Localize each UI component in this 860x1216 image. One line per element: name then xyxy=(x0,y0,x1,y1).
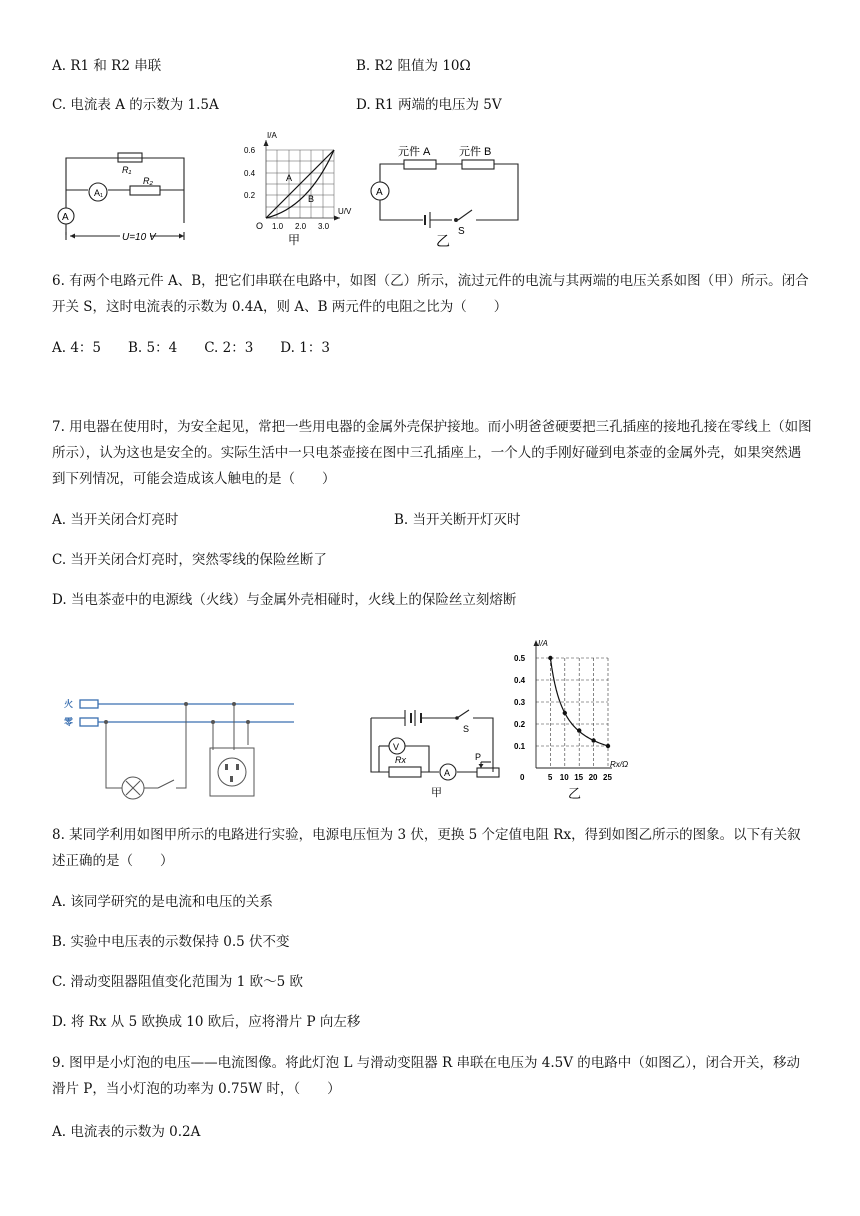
q5-option-c: C. 电流表 A 的示数为 1.5A xyxy=(52,97,219,113)
x-tick-label: 20 xyxy=(588,773,598,782)
data-point xyxy=(591,738,595,742)
x-tick-label: 5 xyxy=(547,773,553,782)
chart-y-axis-label: I/A xyxy=(538,639,548,648)
q8-stem: 8. 某同学利用如图甲所示的电路进行实验，电源电压恒为 3 伏，更换 5 个定值电阻 Rx，得到如图乙所示的图象。以下有关叙述正确的是（ ） xyxy=(52,827,801,869)
r2-label: R₂ xyxy=(143,176,153,186)
neutral-wire-label: 零 xyxy=(64,717,74,727)
x-tick-label: 15 xyxy=(574,773,584,782)
q5-series-circuit-figure xyxy=(368,140,523,250)
component-a-label: 元件 A xyxy=(398,146,431,158)
y-tick-label: 0.2 xyxy=(514,720,526,729)
figure-caption-yi-q8: 乙 xyxy=(568,786,582,801)
slider-label: P xyxy=(475,752,482,762)
data-point xyxy=(563,711,567,715)
data-point xyxy=(577,728,581,732)
curve-a-label: A xyxy=(286,173,293,183)
x-tick-2: 3.0 xyxy=(318,222,330,231)
q9-option-a: A. 电流表的示数为 0.2A xyxy=(52,1124,201,1140)
q5-option-d: D. R1 两端的电压为 5V xyxy=(356,97,502,113)
y-tick-2: 0.2 xyxy=(244,191,256,200)
y-axis-label: I/A xyxy=(267,131,277,140)
y-tick-label: 0.3 xyxy=(514,698,526,707)
q6-stem: 6. 有两个电路元件 A、B，把它们串联在电路中，如图（乙）所示，流过元件的电流与其两端的电压关系如图（甲）所示。闭合开关 S，这时电流表的示数为 0.4A，则 A、B 两元件的电阻之比为（ ） xyxy=(52,273,809,315)
q5-parallel-circuit-figure xyxy=(50,140,190,245)
figure-caption-yi: 乙 xyxy=(436,233,450,249)
ammeter-a1-label: A₁ xyxy=(94,188,104,198)
q8-option-d: D. 将 Rx 从 5 欧换成 10 欧后，应将滑片 P 向左移 xyxy=(52,1014,361,1030)
q7-option-c: C. 当开关闭合灯亮时，突然零线的保险丝断了 xyxy=(52,552,327,568)
x-tick-1: 2.0 xyxy=(295,222,307,231)
chart-x-axis-label: Rx/Ω xyxy=(610,760,629,769)
origin-label: O xyxy=(256,221,264,231)
rx-label: Rx xyxy=(395,755,406,765)
q8-option-a: A. 该同学研究的是电流和电压的关系 xyxy=(52,894,273,910)
data-point xyxy=(606,744,610,748)
q5-option-a: A. R1 和 R2 串联 xyxy=(52,58,162,74)
live-wire-label: 火 xyxy=(64,699,74,709)
q6-options: A. 4：5 B. 5：4 C. 2：3 D. 1：3 xyxy=(52,340,330,356)
q8-circuit-figure xyxy=(365,700,505,800)
y-tick-0: 0.6 xyxy=(244,146,256,155)
q5-option-b: B. R2 阻值为 10Ω xyxy=(356,58,471,74)
component-b-label: 元件 B xyxy=(459,146,492,158)
data-point xyxy=(548,656,552,660)
q7-option-d: D. 当电茶壶中的电源线（火线）与金属外壳相碰时，火线上的保险丝立刻熔断 xyxy=(52,592,517,608)
curve-b-label: B xyxy=(308,194,315,204)
q8-option-c: C. 滑动变阻器阻值变化范围为 1 欧～5 欧 xyxy=(52,974,303,990)
x-axis-label: U/V xyxy=(338,207,352,216)
y-tick-1: 0.4 xyxy=(244,169,256,178)
ammeter-label-q8: A xyxy=(444,768,451,778)
q7-option-b: B. 当开关断开灯灭时 xyxy=(394,512,521,528)
q5-iu-graph-figure xyxy=(238,128,358,250)
voltage-label: U=10 V xyxy=(122,232,156,243)
figure-caption-jia: 甲 xyxy=(288,233,301,247)
q7-wiring-figure xyxy=(58,690,298,800)
ammeter-label: A xyxy=(376,187,383,198)
q8-current-resistance-chart xyxy=(506,636,656,804)
q8-option-b: B. 实验中电压表的示数保持 0.5 伏不变 xyxy=(52,934,290,950)
y-tick-label: 0.4 xyxy=(514,676,526,685)
r1-label: R₁ xyxy=(122,165,132,175)
voltmeter-label: V xyxy=(393,742,400,752)
ammeter-a-label: A xyxy=(62,212,69,223)
y-tick-label: 0.1 xyxy=(514,742,526,751)
figure-caption-jia-q8: 甲 xyxy=(431,787,442,799)
q7-option-a: A. 当开关闭合灯亮时 xyxy=(52,512,179,528)
x-tick-label: 25 xyxy=(603,773,612,782)
x-tick-label: 10 xyxy=(559,773,569,782)
q9-stem: 9. 图甲是小灯泡的电压——电流图像。将此灯泡 L 与滑动变阻器 R 串联在电压为 4.5V 的电路中（如图乙），闭合开关，移动滑片 P，当小灯泡的功率为 0.75W 时，（ ） xyxy=(52,1055,801,1097)
x-tick-label: 0 xyxy=(520,773,525,782)
x-tick-0: 1.0 xyxy=(272,222,284,231)
switch-label-q8: S xyxy=(463,724,470,734)
switch-label: S xyxy=(458,226,465,237)
q7-stem: 7. 用电器在使用时，为安全起见，常把一些用电器的金属外壳保护接地。而小明爸爸硬要把三孔插座的接地孔接在零线上（如图所示），认为这也是安全的。实际生活中一只电茶壶接在图中三孔插座上，一个人的手刚好碰到电茶壶的金属外壳，如果突然遇到下列情况，可能会造成该人触电的是（ ） xyxy=(52,419,812,487)
y-tick-label: 0.5 xyxy=(514,654,526,663)
